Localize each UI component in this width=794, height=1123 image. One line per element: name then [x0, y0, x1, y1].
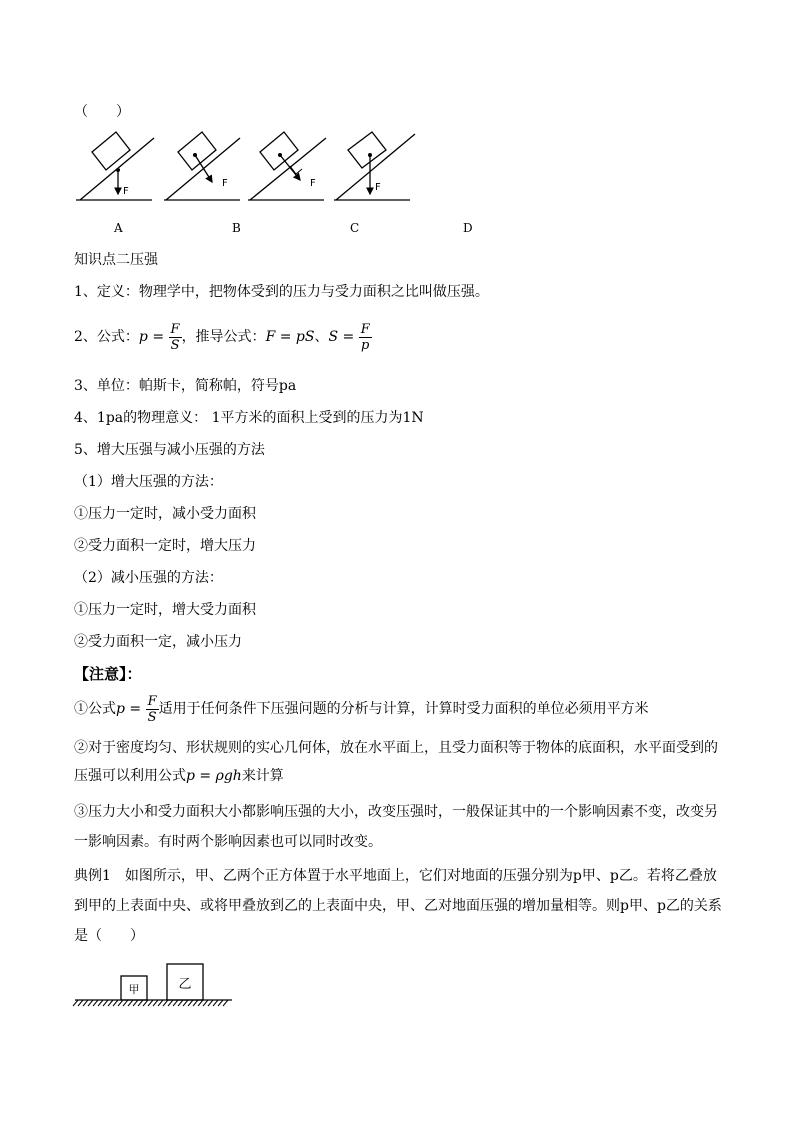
- option-b: B: [232, 221, 241, 235]
- force-label-c: F: [310, 178, 316, 189]
- formula-p: p: [138, 329, 148, 345]
- increase-title: （1）增大压强的方法：: [74, 474, 223, 490]
- force-label-a: F: [123, 186, 129, 197]
- cubes-on-ground-figure: [72, 958, 242, 1014]
- diagram-d: [334, 132, 415, 200]
- section-title: 知识点二压强: [74, 252, 158, 268]
- formula-sep: 、: [314, 329, 329, 345]
- note-2-formula: p = ρgh: [186, 768, 242, 784]
- formula-line: 2、公式： p = $\frac{F}{S}$ ，推导公式： F = pS 、 S = $\frac{F}{p}$: [74, 321, 370, 353]
- option-a: A: [114, 221, 123, 235]
- note-3-line-2: 一影响因素。有时两个影响因素也可以同时改变。: [74, 834, 382, 850]
- decrease-item-2: ②受力面积一定，减小压力: [74, 634, 242, 650]
- example-line-2: 到甲的上表面中央、或将甲叠放到乙的上表面中央，甲、乙对地面压强的增加量相等。则p甲、p乙的关系: [74, 898, 722, 914]
- definition-line: 1、定义：物理学中，把物体受到的压力与受力面积之比叫做压强。: [74, 284, 489, 300]
- diagram-b: [164, 132, 240, 200]
- unit-line: 3、单位：帕斯卡，简称帕，符号pa: [74, 378, 297, 394]
- decrease-item-1: ①压力一定时，增大受力面积: [74, 602, 256, 618]
- note-2-line-1: ②对于密度均匀、形状规则的实心几何体，放在水平面上，且受力面积等于物体的底面积，水平面受到的: [74, 740, 718, 756]
- answer-bracket: （ ）: [74, 104, 130, 120]
- force-label-b: F: [222, 178, 228, 189]
- decrease-title: （2）减小压强的方法：: [74, 570, 223, 586]
- note-1-p: p: [116, 701, 125, 717]
- methods-title: 5、增大压强与减小压强的方法: [74, 442, 265, 458]
- note-1-prefix: ①公式: [74, 701, 116, 717]
- diagram-c: [248, 132, 326, 200]
- incline-force-figure: [70, 128, 430, 208]
- example-line-3: 是（ ）: [74, 928, 144, 944]
- option-d: D: [463, 221, 473, 235]
- note-1-numerator: F: [147, 693, 157, 709]
- formula-denominator: S: [170, 337, 180, 353]
- cube-yi-label: 乙: [178, 977, 192, 992]
- notes-title: 【注意】：: [74, 665, 142, 683]
- option-c: C: [350, 221, 360, 235]
- note-1-denominator: S: [147, 709, 157, 725]
- cube-jia-label: 甲: [128, 983, 140, 996]
- meaning-line: 4、1pa的物理意义： 1平方米的面积上受到的压力为1N: [74, 410, 424, 426]
- note-3-line-1: ③压力大小和受力面积大小都影响压强的大小，改变压强时，一般保证其中的一个影响因素不变，改变另: [74, 804, 718, 820]
- note-1-suffix: 适用于任何条件下压强问题的分析与计算，计算时受力面积的单位必须用平方米: [158, 701, 649, 717]
- note-1: ①公式 p = $\frac{F}{S}$ 适用于任何条件下压强问题的分析与计算，计算时受力面积的单位必须用平方米: [74, 693, 649, 725]
- note-1-fraction: [146, 694, 159, 725]
- increase-item-1: ①压力一定时，减小受力面积: [74, 506, 256, 522]
- derived-formula-1: F = pS: [265, 329, 315, 345]
- derived-numerator: F: [360, 321, 370, 337]
- derived-denominator: p: [361, 337, 370, 353]
- formula-prefix: 2、公式：: [74, 329, 139, 345]
- derived-formula-s: S: [328, 329, 339, 345]
- diagram-a: [76, 132, 154, 200]
- derived-fraction: [359, 322, 372, 353]
- ground-hatching: [73, 1000, 228, 1006]
- force-label-d: F: [375, 182, 381, 193]
- example-line-1: 典例1 如图所示，甲、乙两个正方体置于水平地面上，它们对地面的压强分别为p甲、p乙。若将乙叠放: [74, 868, 717, 884]
- formula-numerator: F: [170, 321, 180, 337]
- increase-item-2: ②受力面积一定时，增大压力: [74, 538, 256, 554]
- formula-fraction: [169, 322, 182, 353]
- note-2-line-2: 压强可以利用公式p = ρgh来计算: [74, 768, 284, 784]
- formula-mid: ，推导公式：: [181, 329, 266, 345]
